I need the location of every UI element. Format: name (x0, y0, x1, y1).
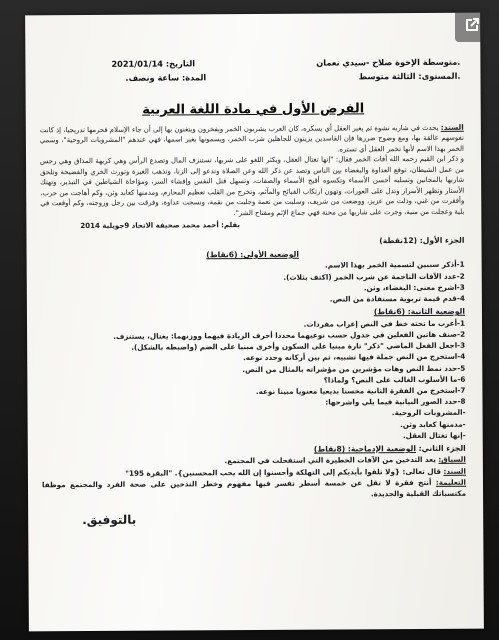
text-paragraph (40, 123, 464, 157)
question: 8-حدد الصور البيانية فيما يلي واشرحها: (325, 396, 466, 407)
situation1-title: الوضعية الأولى: (6نقاط) (206, 249, 299, 260)
exam-date: التاريخ: 2021/01/14 (111, 58, 196, 69)
question: 4-قدم قيمة تربوية مستفادة من النص. (329, 293, 465, 304)
open-external-icon (463, 16, 481, 34)
question: 1-أذكر سببين لتسمية الخمر بهذا الاسم. (324, 260, 465, 271)
exam-duration: المدة: ساعة ونصف. (125, 72, 207, 83)
paragraph-1: يحدث في شاربه نشوة ثم يغير العقل أي يسكره، كان العرب يشربون الخمر ويفخرون ويتغنون بها إلى أن جاء الإسلام فحرمها تدريجيا، إذ كانت نفوسهم عالقة بها، ومع وضوح ضررها فإن القاسدين يزينون للجاهلين شرب الخمر، ويسمونها بغير اسمها، فهي عندهم "المشروبات الروحية"، وسمي الخمر بهذا الاسم لأنها تخمر العقل أي تستره. (39, 123, 464, 154)
integration-title: الوضعية الإدماجية: (8نقاط) (313, 443, 416, 454)
example: -إنها تغتال العقل. (402, 430, 466, 440)
example: -المشروبات الروحية. (391, 408, 466, 418)
support-label: السند: (443, 466, 466, 476)
question: 2-صنف هاتين الفعلين في جدول حسب نوعيهما محددا أحرف الزيادة فيهما ووزنهما: يغتال، يستنزف. (113, 329, 466, 341)
part1-title: الجزء الأول: (12نقطة) (379, 235, 465, 245)
question: 2-عدد الآفات الناجمة عن شرب الخمر (اكتف بثلاث). (283, 271, 465, 282)
question: 5-حدد نمط النص وهات مؤشرين من مؤشراته بالمثال من النص. (242, 363, 466, 374)
text-source: بقلم: أحمد محمد صحيفة الاتحاد 9جويلية 2014 (80, 221, 241, 231)
support-text: قال تعالى: {ولا تلقوا بأيديكم إلى التهلكة وأحسنوا إن الله يحب المحسنين}. "البقرة 195" (125, 466, 441, 478)
expand-icon[interactable] (455, 8, 489, 42)
class-level: المستوى: الثالثة متوسط. (358, 70, 461, 82)
question: 3-اجعل الفعل الماضي "ذكر" تارة مبنيا على السكون وأخرى مبنيا على الضم (واضبطه بالشكل). (131, 340, 466, 352)
page-title: الفرض الأول في مادة اللغة العربية (142, 101, 365, 118)
question: 4-استخرج من النص جملة فيها تشبيه، ثم بين أركانه وحدد نوعه. (243, 352, 466, 363)
question: 3-اشرح معنى: البغضاء، وثن. (363, 282, 465, 293)
exam-paper (25, 13, 484, 632)
context-label: السياق: (438, 455, 466, 465)
task-text: أنتج فقرة لا تقل عن خمسة أسطر تفسر فيها مفهوم وخطر التدخين على صحة الفرد والمجتمع موظفا مكتسباتك القبلية والجديدة. (41, 477, 467, 499)
situation2-title: الوضعية الثانية: (6نقاط) (373, 306, 465, 317)
example: -مدمنها كعابد وثن. (400, 419, 466, 429)
text-label: السند: (440, 122, 464, 132)
exam-body (40, 123, 466, 526)
question: 7-استخرج من الفقرة الثانية محسنا بديعيا معنويا مبينا نوعه. (255, 385, 466, 396)
part2-title: الجزء الثاني: (418, 443, 466, 453)
part1-heading (40, 235, 464, 248)
school-name: متوسطة الإخوة صلاح -سيدي نعمان. (316, 56, 461, 68)
closing-text: بالتوفيق. (82, 512, 137, 528)
paragraph-2: و ذكر ابن القيم رحمه الله أفات الخمر فقال: "إنها تغتال العقل، ويكثر اللغو على شربها، تستنزف المال وتصدع الرأس وهي كريهة المذاق وهي رجس من عمل الشيطان، توقع العداوة والبغضاء بين الناس وتصد عن ذكر الله وعن الصلاة وتدعو إلى الزنا، وتذهب الغيرة وتورث الخزي والفضيحة وتلحق شاربها بالمجانين وتسلبه أحسن الأسماء وتكسوه أقبح الأسماء والصفات، وتسهل قتل النفس وإفشاء السر، ومؤاخاة الشياطين في التبذير، وتهتك الأستار وتظهر الأسرار وتدل على العورات، وتهون ارتكاب القبائح والمآثم، وتخرج من القلب تعظيم المحارم، ومدمنها كعابد وثن، وكم أهاجت من حرب، وأفقرت من غني، وذلت من عزيز، ووضعت من شريف، وسلبت من نعمة وجلبت من نقمة، ونسجت عداوة، وفرقت بين رجل وزوجته، وكم أوقعت في بلية وعجلت من منية، وجرت على شاربها من محنة فهي جماع الإثم ومفتاح الشر". (39, 155, 465, 217)
question: 6-ما الأسلوب الغالب على النص؟ ولماذا؟ (323, 374, 466, 385)
task-line (42, 477, 466, 502)
task-label: التعليمة: (435, 477, 467, 487)
context-text: يعد التدخين من الآفات الخطيرة التي استفحلت في المجتمع. (224, 455, 436, 466)
question: 1-أعرب ما تحته خط في النص إعراب مفردات. (303, 318, 466, 329)
